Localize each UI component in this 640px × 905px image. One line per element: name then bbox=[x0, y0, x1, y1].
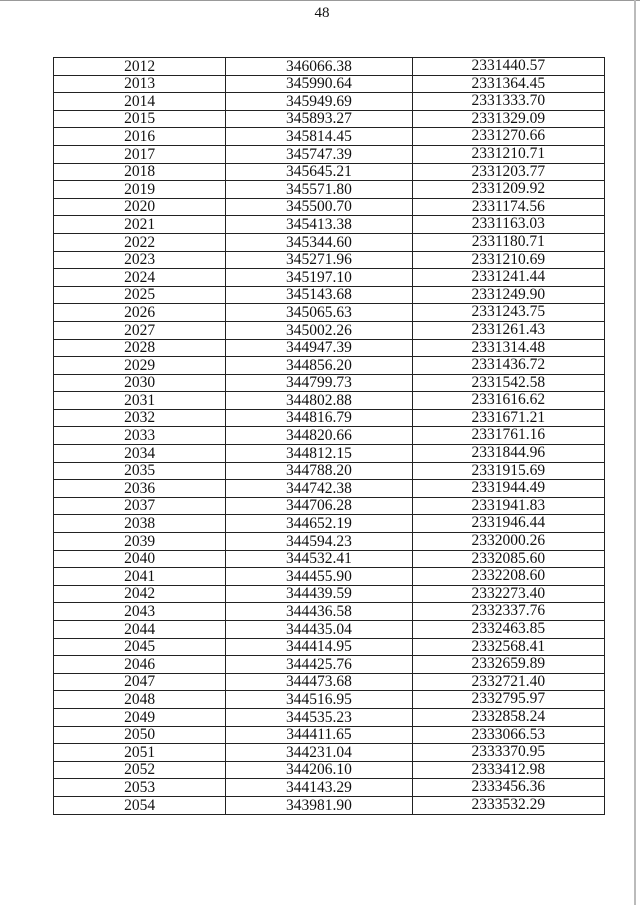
year-cell: 2054 bbox=[54, 796, 226, 814]
table-row bbox=[54, 216, 605, 234]
value-b-cell: 2331270.66 bbox=[412, 128, 604, 146]
value-a-cell: 344473.68 bbox=[226, 673, 412, 691]
table-row bbox=[54, 181, 605, 199]
table-row bbox=[54, 603, 605, 621]
year-cell: 2043 bbox=[54, 603, 226, 621]
year-cell: 2053 bbox=[54, 779, 226, 797]
value-b-cell: 2331174.56 bbox=[412, 198, 604, 216]
year-cell: 2042 bbox=[54, 585, 226, 603]
year-cell: 2025 bbox=[54, 286, 226, 304]
value-b-cell: 2332858.24 bbox=[412, 708, 604, 726]
value-a-cell: 344706.28 bbox=[226, 497, 412, 515]
year-cell: 2051 bbox=[54, 744, 226, 762]
table-row bbox=[54, 515, 605, 533]
year-cell: 2037 bbox=[54, 497, 226, 515]
table-row bbox=[54, 128, 605, 146]
value-b-cell: 2331671.21 bbox=[412, 409, 604, 427]
table-row bbox=[54, 409, 605, 427]
table-row bbox=[54, 656, 605, 674]
table-row bbox=[54, 339, 605, 357]
table-row bbox=[54, 93, 605, 111]
year-cell: 2035 bbox=[54, 462, 226, 480]
table-row bbox=[54, 110, 605, 128]
table-row bbox=[54, 585, 605, 603]
value-a-cell: 345747.39 bbox=[226, 145, 412, 163]
table-row bbox=[54, 497, 605, 515]
value-a-cell: 344435.04 bbox=[226, 621, 412, 639]
value-b-cell: 2332000.26 bbox=[412, 533, 604, 551]
value-b-cell: 2331941.83 bbox=[412, 497, 604, 515]
year-cell: 2021 bbox=[54, 216, 226, 234]
value-a-cell: 344414.95 bbox=[226, 638, 412, 656]
year-cell: 2012 bbox=[54, 58, 226, 76]
value-b-cell: 2331616.62 bbox=[412, 392, 604, 410]
value-a-cell: 344532.41 bbox=[226, 550, 412, 568]
year-cell: 2040 bbox=[54, 550, 226, 568]
value-b-cell: 2333066.53 bbox=[412, 726, 604, 744]
table-row bbox=[54, 550, 605, 568]
year-cell: 2024 bbox=[54, 269, 226, 287]
value-a-cell: 345893.27 bbox=[226, 110, 412, 128]
value-a-cell: 346066.38 bbox=[226, 58, 412, 76]
year-cell: 2039 bbox=[54, 533, 226, 551]
value-b-cell: 2332721.40 bbox=[412, 673, 604, 691]
year-cell: 2026 bbox=[54, 304, 226, 322]
value-b-cell: 2332273.40 bbox=[412, 585, 604, 603]
table-row bbox=[54, 286, 605, 304]
table-row bbox=[54, 198, 605, 216]
value-a-cell: 345065.63 bbox=[226, 304, 412, 322]
table-row bbox=[54, 621, 605, 639]
table-row bbox=[54, 568, 605, 586]
value-a-cell: 345949.69 bbox=[226, 93, 412, 111]
value-b-cell: 2332208.60 bbox=[412, 568, 604, 586]
year-cell: 2017 bbox=[54, 145, 226, 163]
value-a-cell: 344799.73 bbox=[226, 374, 412, 392]
table-row bbox=[54, 761, 605, 779]
table-row bbox=[54, 357, 605, 375]
value-b-cell: 2331209.92 bbox=[412, 181, 604, 199]
value-a-cell: 345500.70 bbox=[226, 198, 412, 216]
value-b-cell: 2331210.71 bbox=[412, 145, 604, 163]
year-cell: 2034 bbox=[54, 445, 226, 463]
value-a-cell: 345143.68 bbox=[226, 286, 412, 304]
value-b-cell: 2331844.96 bbox=[412, 445, 604, 463]
table-row bbox=[54, 796, 605, 814]
year-cell: 2044 bbox=[54, 621, 226, 639]
year-cell: 2029 bbox=[54, 357, 226, 375]
value-a-cell: 344816.79 bbox=[226, 409, 412, 427]
table-row bbox=[54, 269, 605, 287]
year-cell: 2030 bbox=[54, 374, 226, 392]
value-a-cell: 344812.15 bbox=[226, 445, 412, 463]
value-b-cell: 2331440.57 bbox=[412, 58, 604, 76]
year-cell: 2016 bbox=[54, 128, 226, 146]
value-a-cell: 344652.19 bbox=[226, 515, 412, 533]
table-row bbox=[54, 321, 605, 339]
year-cell: 2015 bbox=[54, 110, 226, 128]
value-b-cell: 2331314.48 bbox=[412, 339, 604, 357]
year-cell: 2041 bbox=[54, 568, 226, 586]
table-row bbox=[54, 145, 605, 163]
table-row bbox=[54, 163, 605, 181]
value-b-cell: 2333412.98 bbox=[412, 761, 604, 779]
value-a-cell: 344425.76 bbox=[226, 656, 412, 674]
year-cell: 2047 bbox=[54, 673, 226, 691]
table-row bbox=[54, 427, 605, 445]
year-cell: 2031 bbox=[54, 392, 226, 410]
value-a-cell: 345344.60 bbox=[226, 233, 412, 251]
year-cell: 2020 bbox=[54, 198, 226, 216]
table-row bbox=[54, 638, 605, 656]
value-a-cell: 343981.90 bbox=[226, 796, 412, 814]
value-b-cell: 2331210.69 bbox=[412, 251, 604, 269]
year-cell: 2050 bbox=[54, 726, 226, 744]
value-b-cell: 2331436.72 bbox=[412, 357, 604, 375]
value-b-cell: 2331761.16 bbox=[412, 427, 604, 445]
year-cell: 2033 bbox=[54, 427, 226, 445]
value-b-cell: 2331203.77 bbox=[412, 163, 604, 181]
table-row bbox=[54, 374, 605, 392]
value-a-cell: 344411.65 bbox=[226, 726, 412, 744]
table-row bbox=[54, 779, 605, 797]
value-b-cell: 2331180.71 bbox=[412, 233, 604, 251]
table-body bbox=[54, 58, 605, 815]
value-a-cell: 344516.95 bbox=[226, 691, 412, 709]
year-cell: 2045 bbox=[54, 638, 226, 656]
table-row bbox=[54, 708, 605, 726]
value-a-cell: 345571.80 bbox=[226, 181, 412, 199]
table-row bbox=[54, 445, 605, 463]
value-a-cell: 345645.21 bbox=[226, 163, 412, 181]
value-b-cell: 2332463.85 bbox=[412, 621, 604, 639]
year-cell: 2049 bbox=[54, 708, 226, 726]
year-cell: 2036 bbox=[54, 480, 226, 498]
value-a-cell: 344788.20 bbox=[226, 462, 412, 480]
year-cell: 2022 bbox=[54, 233, 226, 251]
year-cell: 2019 bbox=[54, 181, 226, 199]
value-a-cell: 345990.64 bbox=[226, 75, 412, 93]
value-b-cell: 2332659.89 bbox=[412, 656, 604, 674]
year-cell: 2028 bbox=[54, 339, 226, 357]
table-row bbox=[54, 533, 605, 551]
value-b-cell: 2332085.60 bbox=[412, 550, 604, 568]
table-row bbox=[54, 744, 605, 762]
value-b-cell: 2331329.09 bbox=[412, 110, 604, 128]
value-b-cell: 2332568.41 bbox=[412, 638, 604, 656]
year-cell: 2023 bbox=[54, 251, 226, 269]
value-b-cell: 2331243.75 bbox=[412, 304, 604, 322]
table-row bbox=[54, 251, 605, 269]
value-b-cell: 2331364.45 bbox=[412, 75, 604, 93]
value-a-cell: 344856.20 bbox=[226, 357, 412, 375]
value-b-cell: 2331241.44 bbox=[412, 269, 604, 287]
value-a-cell: 345814.45 bbox=[226, 128, 412, 146]
value-a-cell: 345197.10 bbox=[226, 269, 412, 287]
year-cell: 2032 bbox=[54, 409, 226, 427]
value-b-cell: 2333532.29 bbox=[412, 796, 604, 814]
value-a-cell: 344820.66 bbox=[226, 427, 412, 445]
value-a-cell: 344802.88 bbox=[226, 392, 412, 410]
table-row bbox=[54, 304, 605, 322]
value-b-cell: 2331944.49 bbox=[412, 480, 604, 498]
value-a-cell: 344206.10 bbox=[226, 761, 412, 779]
page-number: 48 bbox=[314, 5, 330, 21]
value-a-cell: 344143.29 bbox=[226, 779, 412, 797]
value-a-cell: 345271.96 bbox=[226, 251, 412, 269]
data-table bbox=[53, 57, 605, 815]
value-b-cell: 2331249.90 bbox=[412, 286, 604, 304]
value-b-cell: 2331333.70 bbox=[412, 93, 604, 111]
scan-edge-top bbox=[0, 0, 640, 1]
year-cell: 2014 bbox=[54, 93, 226, 111]
table-row bbox=[54, 462, 605, 480]
year-cell: 2018 bbox=[54, 163, 226, 181]
value-b-cell: 2331261.43 bbox=[412, 321, 604, 339]
value-a-cell: 344947.39 bbox=[226, 339, 412, 357]
value-b-cell: 2331946.44 bbox=[412, 515, 604, 533]
value-a-cell: 345002.26 bbox=[226, 321, 412, 339]
year-cell: 2046 bbox=[54, 656, 226, 674]
table-row bbox=[54, 726, 605, 744]
table-row bbox=[54, 392, 605, 410]
value-b-cell: 2333370.95 bbox=[412, 744, 604, 762]
value-a-cell: 344742.38 bbox=[226, 480, 412, 498]
value-b-cell: 2331542.58 bbox=[412, 374, 604, 392]
table-row bbox=[54, 673, 605, 691]
table-row bbox=[54, 58, 605, 76]
scan-edge-right bbox=[634, 0, 636, 905]
value-b-cell: 2332795.97 bbox=[412, 691, 604, 709]
value-b-cell: 2331163.03 bbox=[412, 216, 604, 234]
table-row bbox=[54, 75, 605, 93]
table-row bbox=[54, 480, 605, 498]
value-a-cell: 344439.59 bbox=[226, 585, 412, 603]
table-row bbox=[54, 233, 605, 251]
table-row bbox=[54, 691, 605, 709]
value-a-cell: 344436.58 bbox=[226, 603, 412, 621]
value-a-cell: 344594.23 bbox=[226, 533, 412, 551]
value-a-cell: 345413.38 bbox=[226, 216, 412, 234]
value-a-cell: 344231.04 bbox=[226, 744, 412, 762]
year-cell: 2027 bbox=[54, 321, 226, 339]
value-a-cell: 344535.23 bbox=[226, 708, 412, 726]
value-b-cell: 2333456.36 bbox=[412, 779, 604, 797]
year-cell: 2048 bbox=[54, 691, 226, 709]
year-cell: 2038 bbox=[54, 515, 226, 533]
value-b-cell: 2331915.69 bbox=[412, 462, 604, 480]
year-cell: 2052 bbox=[54, 761, 226, 779]
value-b-cell: 2332337.76 bbox=[412, 603, 604, 621]
year-cell: 2013 bbox=[54, 75, 226, 93]
value-a-cell: 344455.90 bbox=[226, 568, 412, 586]
